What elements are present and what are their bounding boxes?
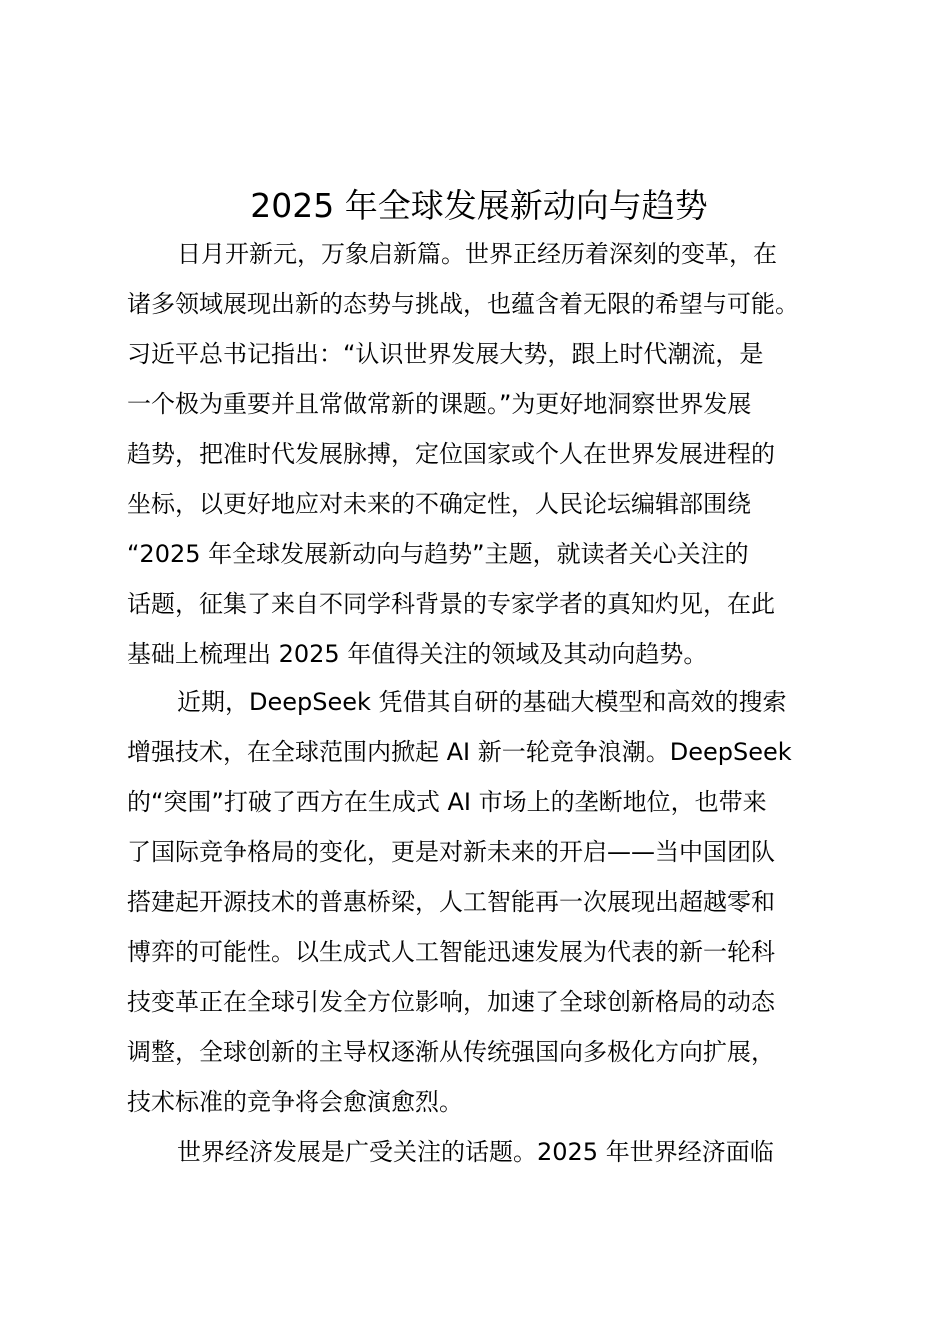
paragraph-2-line-2: 增强技术，在全球范围内掀起 AI 新一轮竞争浪潮。DeepSeek [127, 738, 792, 766]
paragraph-2-line-5: 搭建起开源技术的普惠桥梁，人工智能再一次展现出超越零和 [127, 888, 775, 916]
paragraph-1-line-6: 坐标，以更好地应对未来的不确定性，人民论坛编辑部围绕 [127, 490, 751, 518]
paragraph-1-line-7: “2025 年全球发展新动向与趋势”主题，就读者关心关注的 [127, 540, 749, 568]
paragraph-2-line-1: 近期，DeepSeek 凭借其自研的基础大模型和高效的搜索 [177, 688, 787, 716]
paragraph-1-line-8: 话题，征集了来自不同学科背景的专家学者的真知灼见，在此 [127, 590, 775, 618]
paragraph-2-line-9: 技术标准的竞争将会愈演愈烈。 [127, 1088, 463, 1116]
paragraph-2-line-6: 博弈的可能性。以生成式人工智能迅速发展为代表的新一轮科 [127, 938, 775, 966]
paragraph-2-line-7: 技变革正在全球引发全方位影响，加速了全球创新格局的动态 [127, 988, 775, 1016]
paragraph-1-line-9: 基础上梳理出 2025 年值得关注的领域及其动向趋势。 [127, 640, 708, 668]
paragraph-1-line-1: 日月开新元，万象启新篇。世界正经历着深刻的变革，在 [177, 240, 777, 268]
paragraph-1-line-4: 一个极为重要并且常做常新的课题。”为更好地洞察世界发展 [127, 390, 752, 418]
paragraph-2-line-4: 了国际竞争格局的变化，更是对新未来的开启——当中国团队 [127, 838, 775, 866]
paragraph-1-line-3: 习近平总书记指出：“认识世界发展大势，跟上时代潮流，是 [127, 340, 764, 368]
document-title: 2025 年全球发展新动向与趋势 [250, 186, 708, 225]
paragraph-3-line-1: 世界经济发展是广受关注的话题。2025 年世界经济面临 [177, 1138, 774, 1166]
paragraph-2-line-8: 调整，全球创新的主导权逐渐从传统强国向多极化方向扩展， [127, 1038, 775, 1066]
paragraph-1-line-2: 诸多领域展现出新的态势与挑战，也蕴含着无限的希望与可能。 [127, 290, 799, 318]
paragraph-2-line-3: 的“突围”打破了西方在生成式 AI 市场上的垄断地位，也带来 [127, 788, 767, 816]
paragraph-1-line-5: 趋势，把准时代发展脉搏，定位国家或个人在世界发展进程的 [127, 440, 775, 468]
